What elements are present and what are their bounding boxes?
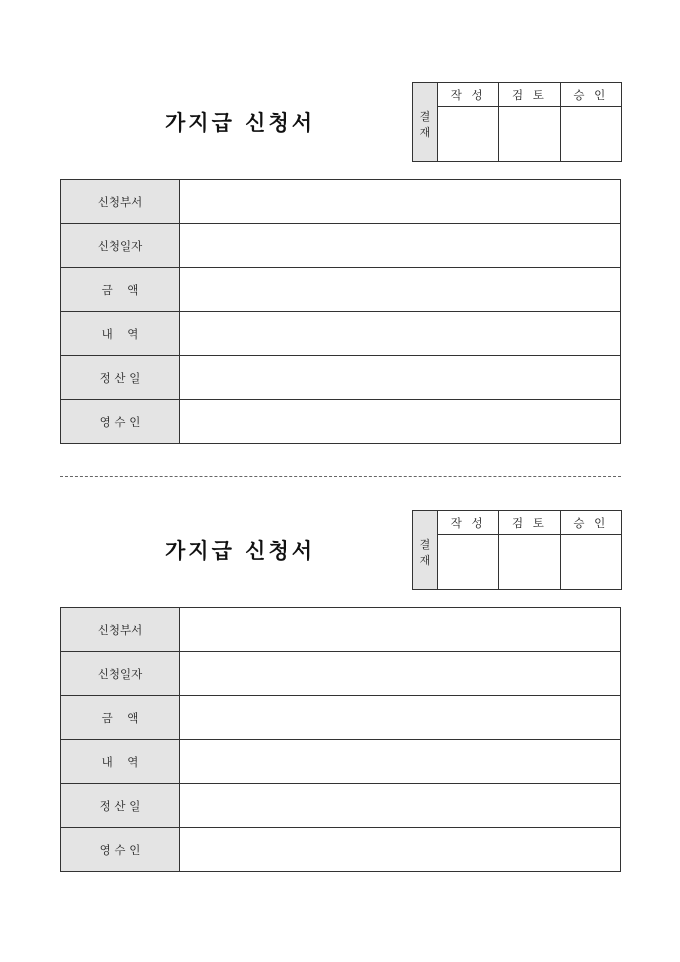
signature-cell-write[interactable] [438,107,498,161]
approval-col-review [499,83,560,161]
approval-head-write: 작 성 [438,511,498,535]
approval-side-label [413,511,438,589]
form-title: 가지급 신청서 [165,110,316,135]
row-label-recipient: 영 수 인 [61,400,180,443]
details-field[interactable] [180,312,620,355]
row-label-amount: 금 액 [61,268,180,311]
row-label-department: 신청부서 [61,608,180,651]
signature-cell-review[interactable] [499,535,559,589]
approval-head-review: 검 토 [499,511,559,535]
table-row [61,740,620,784]
request-table [60,179,621,444]
approval-head-review: 검 토 [499,83,559,107]
settlement-date-field[interactable] [180,356,620,399]
approval-col-approve [561,83,621,161]
signature-cell-approve[interactable] [561,107,621,161]
recipient-field[interactable] [180,400,620,443]
department-field[interactable] [180,608,620,651]
approval-col-approve [561,511,621,589]
table-row [61,696,620,740]
recipient-field[interactable] [180,828,620,871]
approval-box [412,82,622,162]
request-date-field[interactable] [180,652,620,695]
table-row [61,828,620,871]
approval-side-char-1: 결 [419,110,431,123]
row-label-details: 내 역 [61,740,180,783]
form-title: 가지급 신청서 [165,538,316,563]
row-label-amount: 금 액 [61,696,180,739]
approval-col-write [438,83,499,161]
approval-box [412,510,622,590]
signature-cell-approve[interactable] [561,535,621,589]
row-label-date: 신청일자 [61,224,180,267]
table-row [61,356,620,400]
signature-cell-write[interactable] [438,535,498,589]
request-date-field[interactable] [180,224,620,267]
department-field[interactable] [180,180,620,223]
amount-field[interactable] [180,696,620,739]
approval-head-write: 작 성 [438,83,498,107]
approval-side-char-2: 재 [419,126,431,139]
table-row [61,180,620,224]
cut-line-divider [60,476,621,477]
settlement-date-field[interactable] [180,784,620,827]
amount-field[interactable] [180,268,620,311]
details-field[interactable] [180,740,620,783]
table-row [61,224,620,268]
approval-head-approve: 승 인 [561,83,621,107]
row-label-date: 신청일자 [61,652,180,695]
row-label-details: 내 역 [61,312,180,355]
approval-side-char-1: 결 [419,538,431,551]
table-row [61,784,620,828]
approval-head-approve: 승 인 [561,511,621,535]
table-row [61,268,620,312]
table-row [61,312,620,356]
signature-cell-review[interactable] [499,107,559,161]
approval-side-label [413,83,438,161]
table-row [61,400,620,443]
table-row [61,652,620,696]
row-label-department: 신청부서 [61,180,180,223]
approval-col-write [438,511,499,589]
approval-side-char-2: 재 [419,554,431,567]
row-label-recipient: 영 수 인 [61,828,180,871]
row-label-settlement-date: 정 산 일 [61,356,180,399]
row-label-settlement-date: 정 산 일 [61,784,180,827]
table-row [61,608,620,652]
request-table [60,607,621,872]
approval-col-review [499,511,560,589]
